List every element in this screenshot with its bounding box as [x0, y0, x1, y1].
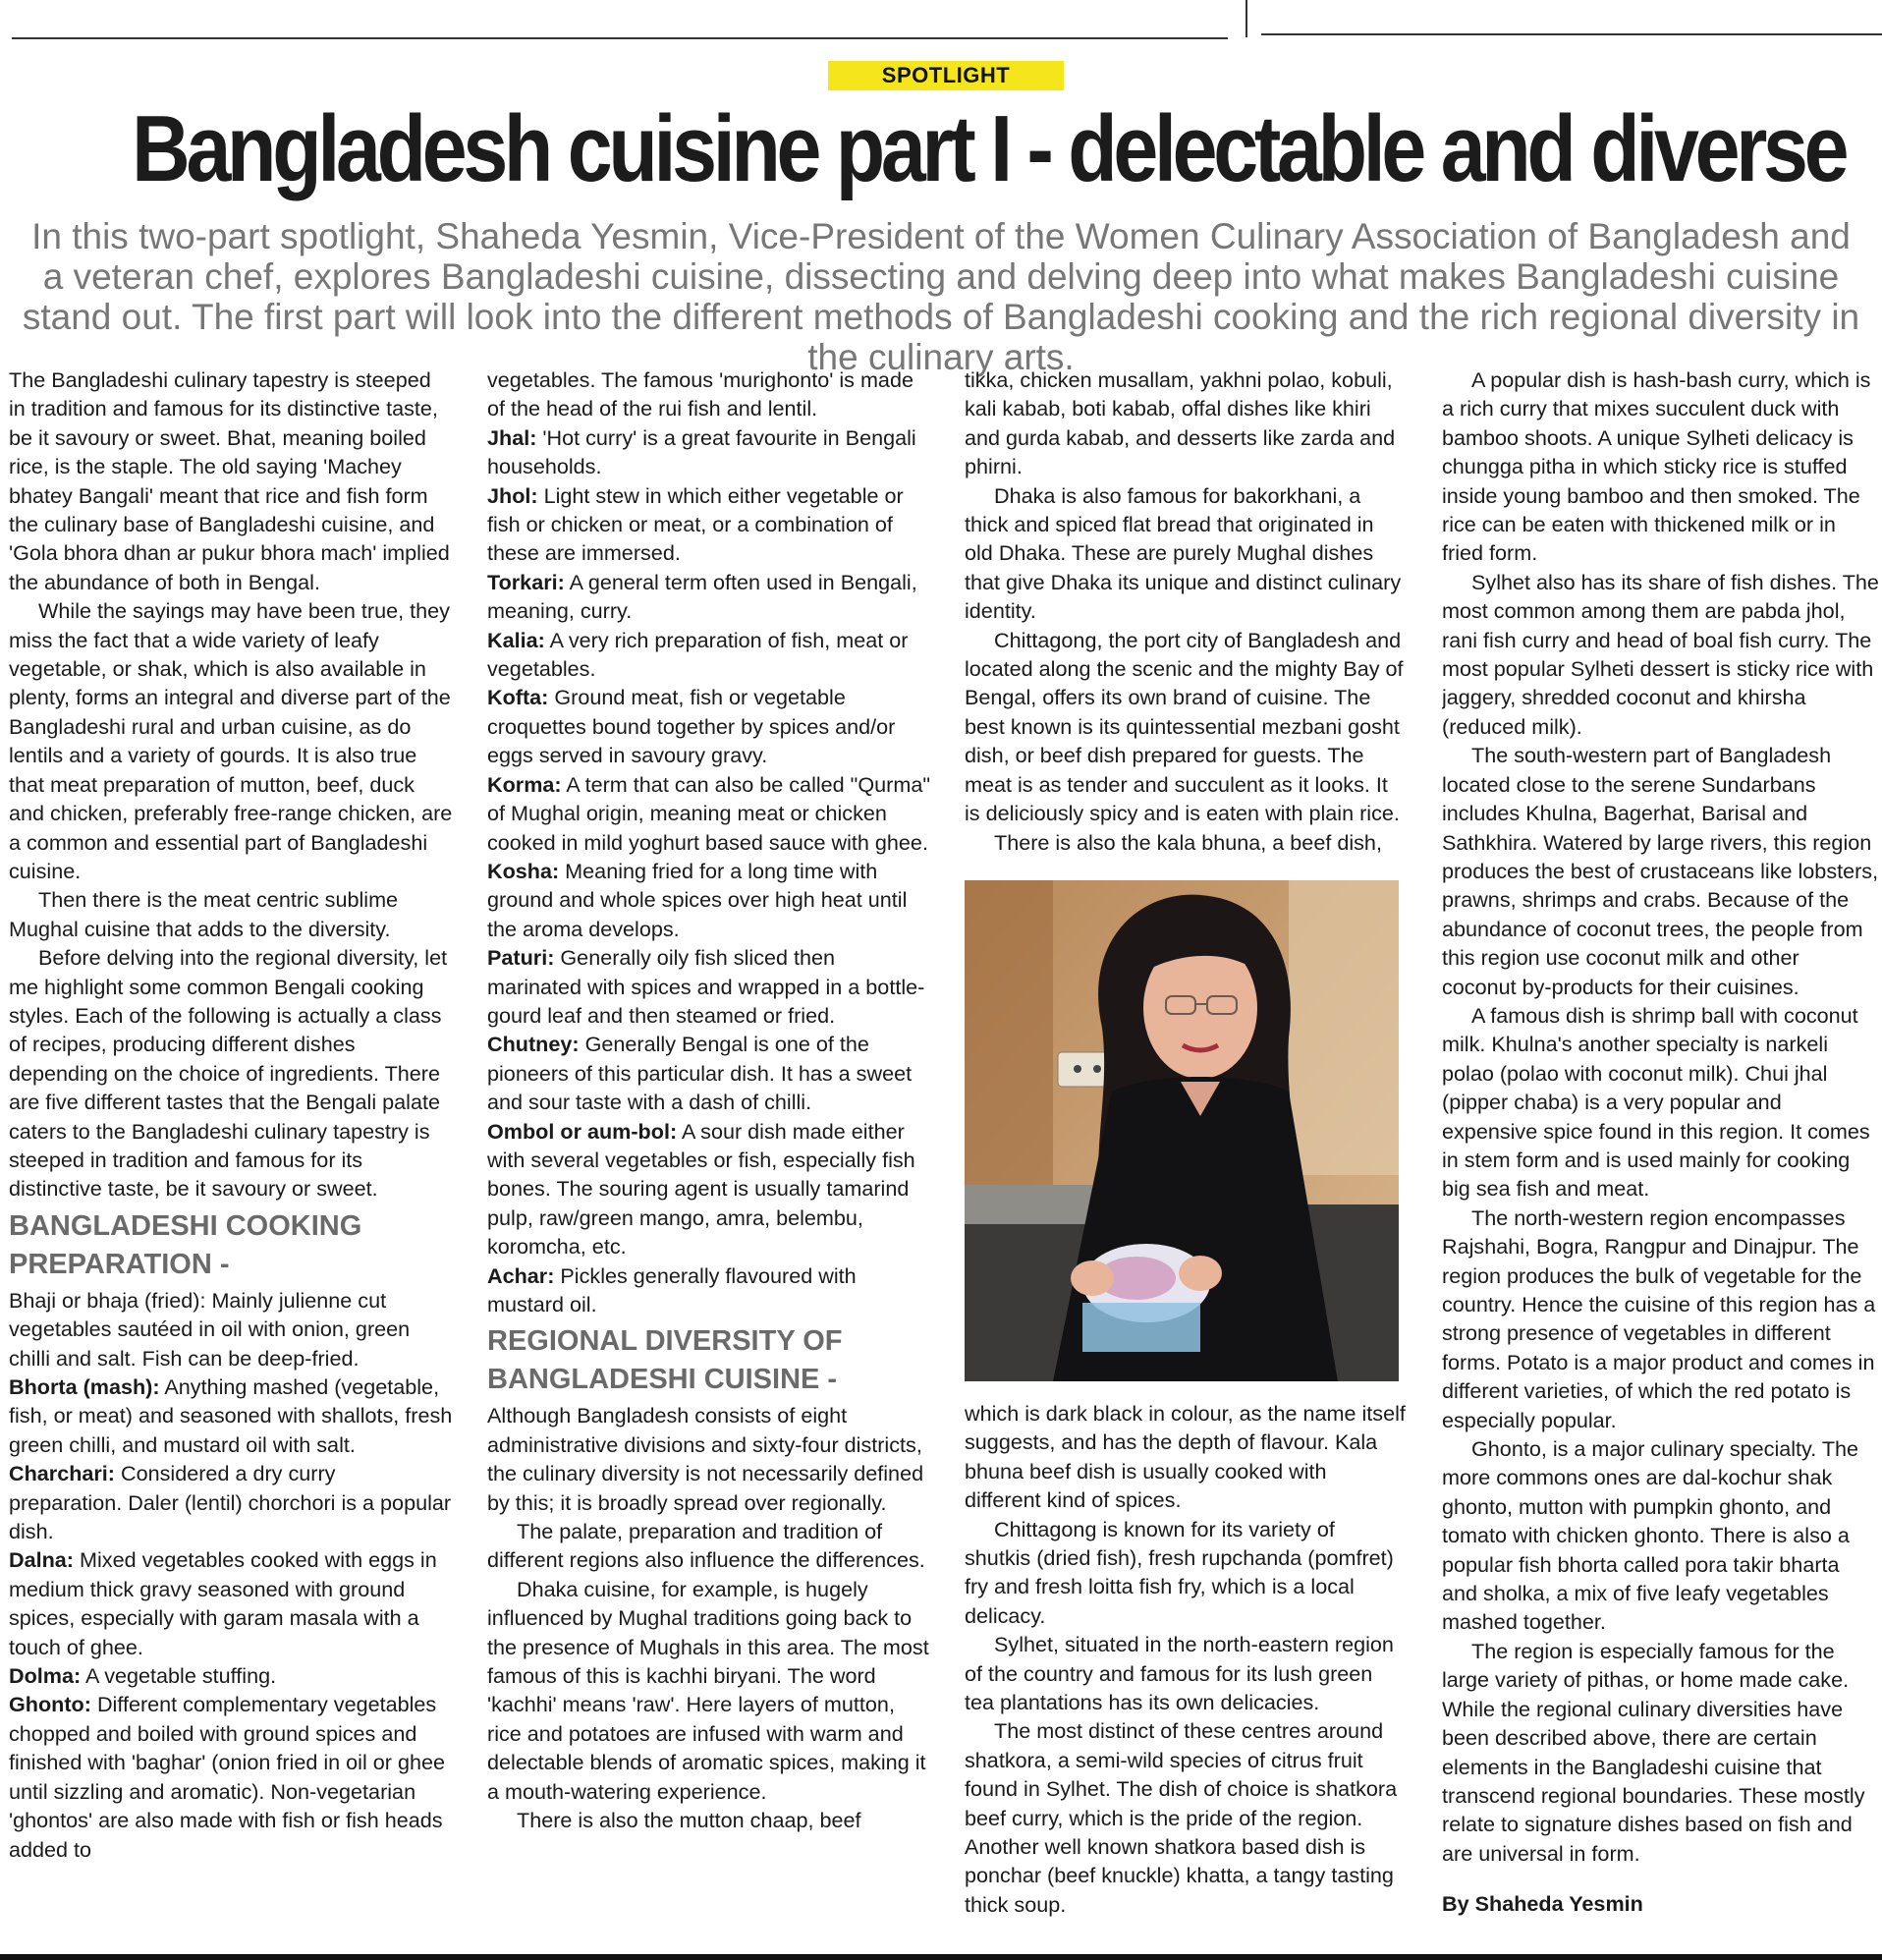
top-rule-left: [12, 37, 1228, 39]
definition-text: 'Hot curry' is a great favourite in Bengali households.: [487, 424, 916, 479]
term: Jhol:: [487, 482, 538, 508]
paragraph: The most distinct of these centres around shatkora, a semi-wild species of citrus fruit found in Sylhet. The dish of choice is shatkora beef curry, which is the pride of the region. Another well known shatkora based dish is ponchar (beef knuckle) khatta, a tangy tasting thick soup.: [965, 1718, 1398, 1917]
section-heading-cooking: BANGLADESHI COOKING PREPARATION -: [9, 1209, 362, 1280]
definition-text: A very rich preparation of fish, meat or vegetables.: [487, 627, 909, 682]
definition-text: Anything mashed (vegetable, fish, or meat) and seasoned with shallots, fresh green chilli, and mustard oil with salt.: [9, 1374, 453, 1457]
paragraph: tikka, chicken musallam, yakhni polao, kobuli, kali kabab, boti kabab, offal dishes like khiri and gurda kabab, and desserts like zarda and phirni.: [965, 367, 1396, 479]
term: Dalna:: [9, 1547, 74, 1573]
paragraph: The palate, preparation and tradition of different regions also influence the differences.: [487, 1519, 925, 1573]
paragraph: There is also the kala bhuna, a beef dish,: [994, 829, 1382, 855]
paragraph: Chittagong is known for its variety of shutkis (dried fish), fresh rupchanda (pomfret) fry and fresh loitta fish fry, which is a local delicacy.: [965, 1516, 1394, 1628]
standfirst: In this two-part spotlight, Shaheda Yesmin, Vice-President of the Women Culinary Association of Bangladesh and a veteran chef, explores Bangladeshi cuisine, dissecting and delving deep into what makes Bangladeshi cuisine stand out. The first part will look into the different methods of Bangladeshi cooking and the rich regional diversity in the culinary arts.: [22, 216, 1860, 377]
article-column-2: [487, 365, 931, 1951]
term: Chutney:: [487, 1032, 580, 1057]
definition-text: Light stew in which either vegetable or fish or chicken or meat, or a combination of these are immersed.: [487, 482, 904, 566]
top-rule-right: [1261, 33, 1882, 35]
definition-text: Ground meat, fish or vegetable croquettes bound together by spices and/or eggs served in savoury gravy.: [487, 685, 896, 768]
term: Kofta:: [487, 685, 549, 710]
definition-jhol: [487, 481, 931, 568]
term: Dolma:: [9, 1663, 82, 1689]
term: Paturi:: [487, 945, 555, 971]
definition-achar: [487, 1261, 931, 1319]
paragraph: Dhaka is also famous for bakorkhani, a thick and spiced flat bread that originated in old Dhaka. These are purely Mughal dishes that give Dhaka its unique and distinct culinary identity.: [965, 482, 1402, 624]
section-heading-regional: REGIONAL DIVERSITY OF BANGLADESHI CUISINE -: [487, 1325, 843, 1396]
paragraph: Sylhet also has its share of fish dishes. The most common among them are pabda jhol, rani fish curry and head of boal fish curry. The most popular Sylheti dessert is sticky rice with jaggery, shredded coconut and khirsha (reduced milk).: [1442, 569, 1879, 739]
term: Korma:: [487, 771, 562, 797]
definition-chutney: [487, 1030, 931, 1116]
byline: By Shaheda Yesmin: [1442, 1891, 1643, 1917]
article-column-3: [965, 365, 1407, 1951]
definition-ghonto: [9, 1690, 453, 1863]
definition-text: A sour dish made either with several vegetables or fish, especially fish bones. The souring agent is usually tamarind pulp, raw/green mango, amra, belembu, koromcha, etc.: [487, 1118, 915, 1260]
author-photo: [965, 880, 1399, 1381]
headline: Bangladesh cuisine part I - delectable and diverse: [132, 96, 1846, 201]
term: Bhorta (mash):: [9, 1374, 160, 1399]
paragraph: The Bangladeshi culinary tapestry is steeped in tradition and famous for its distinctive taste, be it savoury or sweet. Bhat, meaning boiled rice, is the staple. The old saying 'Machey bhatey Bangali' meant that rice and fish form the culinary base of Bangladeshi cuisine, and 'Gola bhora dhan ar pukur bhora mach' implied the abundance of both in Bengal.: [9, 367, 450, 594]
paragraph: Although Bangladesh consists of eight administrative divisions and sixty-four districts, the culinary diversity is not necessarily defined by this; it is broadly spread over regionally.: [487, 1403, 924, 1515]
definition-korma: [487, 770, 931, 857]
definition-text: A vegetable stuffing.: [81, 1663, 277, 1689]
paragraph: Then there is the meat centric sublime Mughal cuisine that adds to the diversity.: [9, 887, 399, 941]
paragraph: While the sayings may have been true, they miss the fact that a wide variety of leafy vegetable, or shak, which is also available in plenty, forms an integral and diverse part of the Bangladeshi rural and urban cuisine, as do lentils and a variety of gourds. It is also true that meat preparation of mutton, beef, duck and chicken, preferably free-range chicken, are a common and essential part of Bangladeshi cuisine.: [9, 598, 453, 883]
paragraph: Dhaka cuisine, for example, is hugely influenced by Mughal traditions going back to the presence of Mughals in this area. The most famous of this is kachhi biryani. The word 'kachhi' means 'raw'. Here layers of mutton, rice and potatoes are infused with warm and delectable blends of aromatic spices, making it a mouth-watering experience.: [487, 1576, 929, 1804]
term: Kalia:: [487, 627, 545, 652]
article-column-1: [9, 365, 453, 1951]
paragraph: A popular dish is hash-bash curry, which is a rich curry that mixes succulent duck with bamboo shoots. A unique Sylheti delicacy is chungga pitha in which sticky rice is stuffed inside young bamboo and then smoked. The rice can be eaten with thickened milk or in fried form.: [1442, 367, 1871, 566]
paragraph: Ghonto, is a major culinary specialty. The more commons ones are dal-kochur shak ghonto, mutton with pumpkin ghonto, and tomato with chicken ghonto. There is also a popular fish bhorta called pora takir bharta and sholka, a mix of five leafy vegetables mashed together.: [1442, 1436, 1859, 1635]
paragraph: The south-western part of Bangladesh located close to the serene Sundarbans includes Khulna, Bagerhat, Barisal and Sathkhira. Watered by large rivers, this region produces the best of crustaceans like lobsters, prawns, shrimps and crabs. Because of the abundance of coconut trees, the people from this region use coconut milk and other coconut by-products for their cuisines.: [1442, 743, 1879, 999]
definition-jhal: [487, 423, 931, 481]
section-kicker: SPOTLIGHT: [828, 61, 1064, 90]
paragraph: There is also the mutton chaap, beef: [517, 1808, 861, 1833]
definition-text: A general term often used in Bengali, meaning, curry.: [487, 569, 917, 624]
paragraph: The north-western region encompasses Rajshahi, Bogra, Rangpur and Dinajpur. The region produces the bulk of vegetable for the country. Hence the cuisine of this region has a strong presence of vegetables in different forms. Potato is a major product and comes in different varieties, of which the red potato is especially popular.: [1442, 1204, 1876, 1432]
term: Ombol or aum-bol:: [487, 1118, 678, 1144]
definition-text: Different complementary vegetables chopped and boiled with ground spices and finished with 'baghar' (onion fried in oil or ghee until sizzling and aromatic). Non-vegetarian 'ghontos' are also made with fish or fish heads added to: [9, 1692, 445, 1862]
term: Jhal:: [487, 424, 537, 450]
definition-charchari: [9, 1459, 453, 1545]
definition-bhaji: Bhaji or bhaja (fried): Mainly julienne cut vegetables sautéed in oil with onion, green chilli and salt. Fish can be deep-fried.: [9, 1287, 411, 1371]
paragraph: The region is especially famous for the large variety of pithas, or home made cake. While the regional culinary diversities have been described above, there are certain elements in the Bangladeshi cuisine that transcend regional boundaries. These mostly relate to signature dishes based on fish and are universal in form.: [1442, 1638, 1865, 1866]
paragraph: vegetables. The famous 'murighonto' is made of the head of the rui fish and lentil.: [487, 367, 913, 421]
term: Ghonto:: [9, 1692, 91, 1717]
definition-text: Considered a dry curry preparation. Daler (lentil) chorchori is a popular dish.: [9, 1461, 452, 1544]
definition-text: Generally oily fish sliced then marinated with spices and wrapped in a bottle-gourd leaf and then steamed or fried.: [487, 945, 925, 1028]
paragraph: Before delving into the regional diversity, let me highlight some common Bengali cooking styles. Each of the following is actually a class of recipes, producing different dishes depending on the choice of ingredients. There are five different tastes that the Bengali palate caters to the Bangladeshi culinary tapestry is steeped in tradition and famous for its distinctive taste, be it savoury or sweet.: [9, 945, 448, 1202]
definition-text: Mixed vegetables cooked with eggs in medium thick gravy seasoned with ground spices, especially with garam masala with a touch of ghee.: [9, 1547, 437, 1659]
definition-text: Meaning fried for a long time with ground and whole spices over high heat until the aroma develops.: [487, 858, 908, 941]
paragraph: Sylhet, situated in the north-eastern region of the country and famous for its lush green tea plantations has its own delicacies.: [965, 1632, 1394, 1714]
definition-kalia: [487, 626, 931, 684]
paragraph: A famous dish is shrimp ball with coconut milk. Khulna's another specialty is narkeli polao (polao with coconut milk). Chui jhal (pipper chaba) is a very popular and expensive spice found in this region. It comes in stem form and is used mainly for cooking big sea fish and meat.: [1442, 1002, 1870, 1202]
term: Torkari:: [487, 569, 565, 594]
definition-ombol: [487, 1117, 931, 1261]
article-column-4: [1442, 365, 1879, 1951]
author-photo-illustration: [965, 880, 1399, 1381]
top-rule-divider: [1245, 0, 1247, 37]
term: Charchari:: [9, 1461, 116, 1486]
definition-torkari: [487, 568, 931, 626]
term: Achar:: [487, 1262, 555, 1288]
term: Kosha:: [487, 858, 560, 883]
definition-kosha: [487, 857, 931, 943]
definition-bhorta: [9, 1372, 453, 1459]
definition-dalna: [9, 1545, 453, 1661]
paragraph: Chittagong, the port city of Bangladesh and located along the scenic and the mighty Bay of Bengal, offers its own brand of cuisine. The best known is its quintessential mezbani gosht dish, or beef dish prepared for guests. The meat is as tender and succulent as it looks. It is deliciously spicy and is eaten with plain rice.: [965, 627, 1404, 826]
definition-text: Generally Bengal is one of the pioneers of this particular dish. It has a sweet and sour taste with a dash of chilli.: [487, 1032, 913, 1115]
bottom-rule: [0, 1954, 1882, 1960]
definition-text: Pickles generally flavoured with mustard oil.: [487, 1262, 857, 1316]
definition-dolma: [9, 1661, 453, 1690]
paragraph: which is dark black in colour, as the name itself suggests, and has the depth of flavour. Kala bhuna beef dish is usually cooked with different kind of spices.: [965, 1400, 1406, 1513]
definition-kofta: [487, 683, 931, 769]
definition-paturi: [487, 943, 931, 1030]
definition-text: A term that can also be called "Qurma" of Mughal origin, meaning meat or chicken cooked in mild yoghurt based sauce with ghee.: [487, 771, 931, 855]
